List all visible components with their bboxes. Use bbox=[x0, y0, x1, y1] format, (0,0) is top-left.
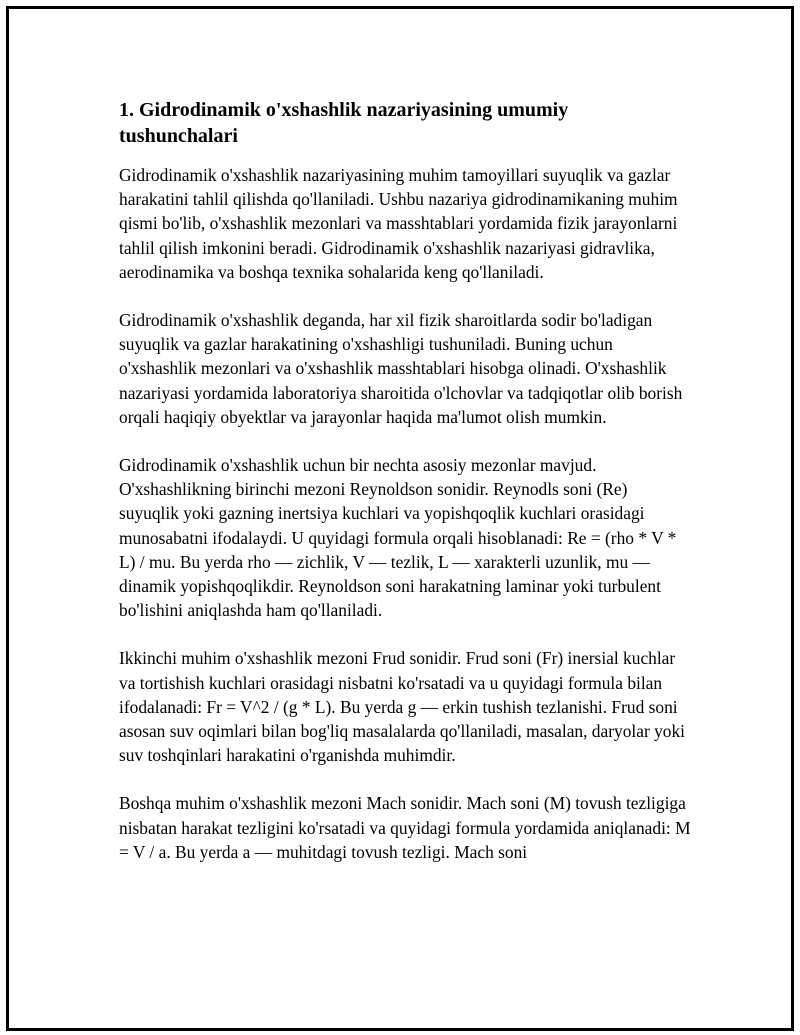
document-body bbox=[119, 97, 691, 888]
paragraph-froude: Ikkinchi muhim o'xshashlik mezoni Frud sonidir. Frud soni (Fr) inersial kuchlar va tortishish kuchlari orasidagi nisbatni ko'rsatadi va u quyidagi formula bilan ifodalanadi: Fr = V^2 / (g * L). Bu yerda g — erkin tushish tezlanishi. Frud soni asosan suv oqimlari bilan bog'liq masalalarda qo'llaniladi, masalan, daryolar yoki suv toshqinlari harakatini o'rganishda muhimdir. bbox=[119, 648, 686, 766]
paragraph-definition: Gidrodinamik o'xshashlik deganda, har xil fizik sharoitlarda sodir bo'ladigan suyuqlik va gazlar harakatining o'xshashligi tushuniladi. Buning uchun o'xshashlik mezonlari va o'xshashlik masshtablari hisobga olinadi. O'xshashlik nazariyasi yordamida laboratoriya sharoitida o'lchovlar va tadqiqotlar olib borish orqali haqiqiy obyektlar va jarayonlar haqida ma'lumot olish mumkin. bbox=[119, 310, 683, 427]
paragraph-intro: Gidrodinamik o'xshashlik nazariyasining muhim tamoyillari suyuqlik va gazlar harakatini tahlil qilishda qo'llaniladi. Ushbu nazariya gidrodinamikaning muhim qismi bo'lib, o'xshashlik mezonlari va masshtablari yordamida fizik jarayonlarni tahlil qilish imkonini beradi. Gidrodinamik o'xshashlik nazariyasi gidravlika, aerodinamika va boshqa texnika sohalarida keng qo'llaniladi. bbox=[119, 165, 678, 282]
paragraph-mach: Boshqa muhim o'xshashlik mezoni Mach sonidir. Mach soni (M) tovush tezligiga nisbatan harakat tezligini ko'rsatadi va quyidagi formula yordamida aniqlanadi: M = V / a. Bu yerda a — muhitdagi tovush tezligi. Mach soni bbox=[119, 793, 691, 862]
section-heading: 1. Gidrodinamik o'xshashlik nazariyasining umumiy tushunchalari bbox=[119, 99, 569, 147]
paragraph-reynolds: Gidrodinamik o'xshashlik uchun bir nechta asosiy mezonlar mavjud. O'xshashlikning birinchi mezoni Reynoldson sonidir. Reynodls soni (Re) suyuqlik yoki gazning inertsiya kuchlari va yopishqoqlik kuchlari orasidagi munosabatni ifodalaydi. U quyidagi formula orqali hisoblanadi: Re = (rho * V * L) / mu. Bu yerda rho — zichlik, V — tezlik, L — xarakterli uzunlik, mu — dinamik yopishqoqlikdir. Reynoldson soni harakatning laminar yoki turbulent bo'lishini aniqlashda ham qo'llaniladi. bbox=[119, 455, 677, 621]
document-page bbox=[6, 6, 794, 1031]
